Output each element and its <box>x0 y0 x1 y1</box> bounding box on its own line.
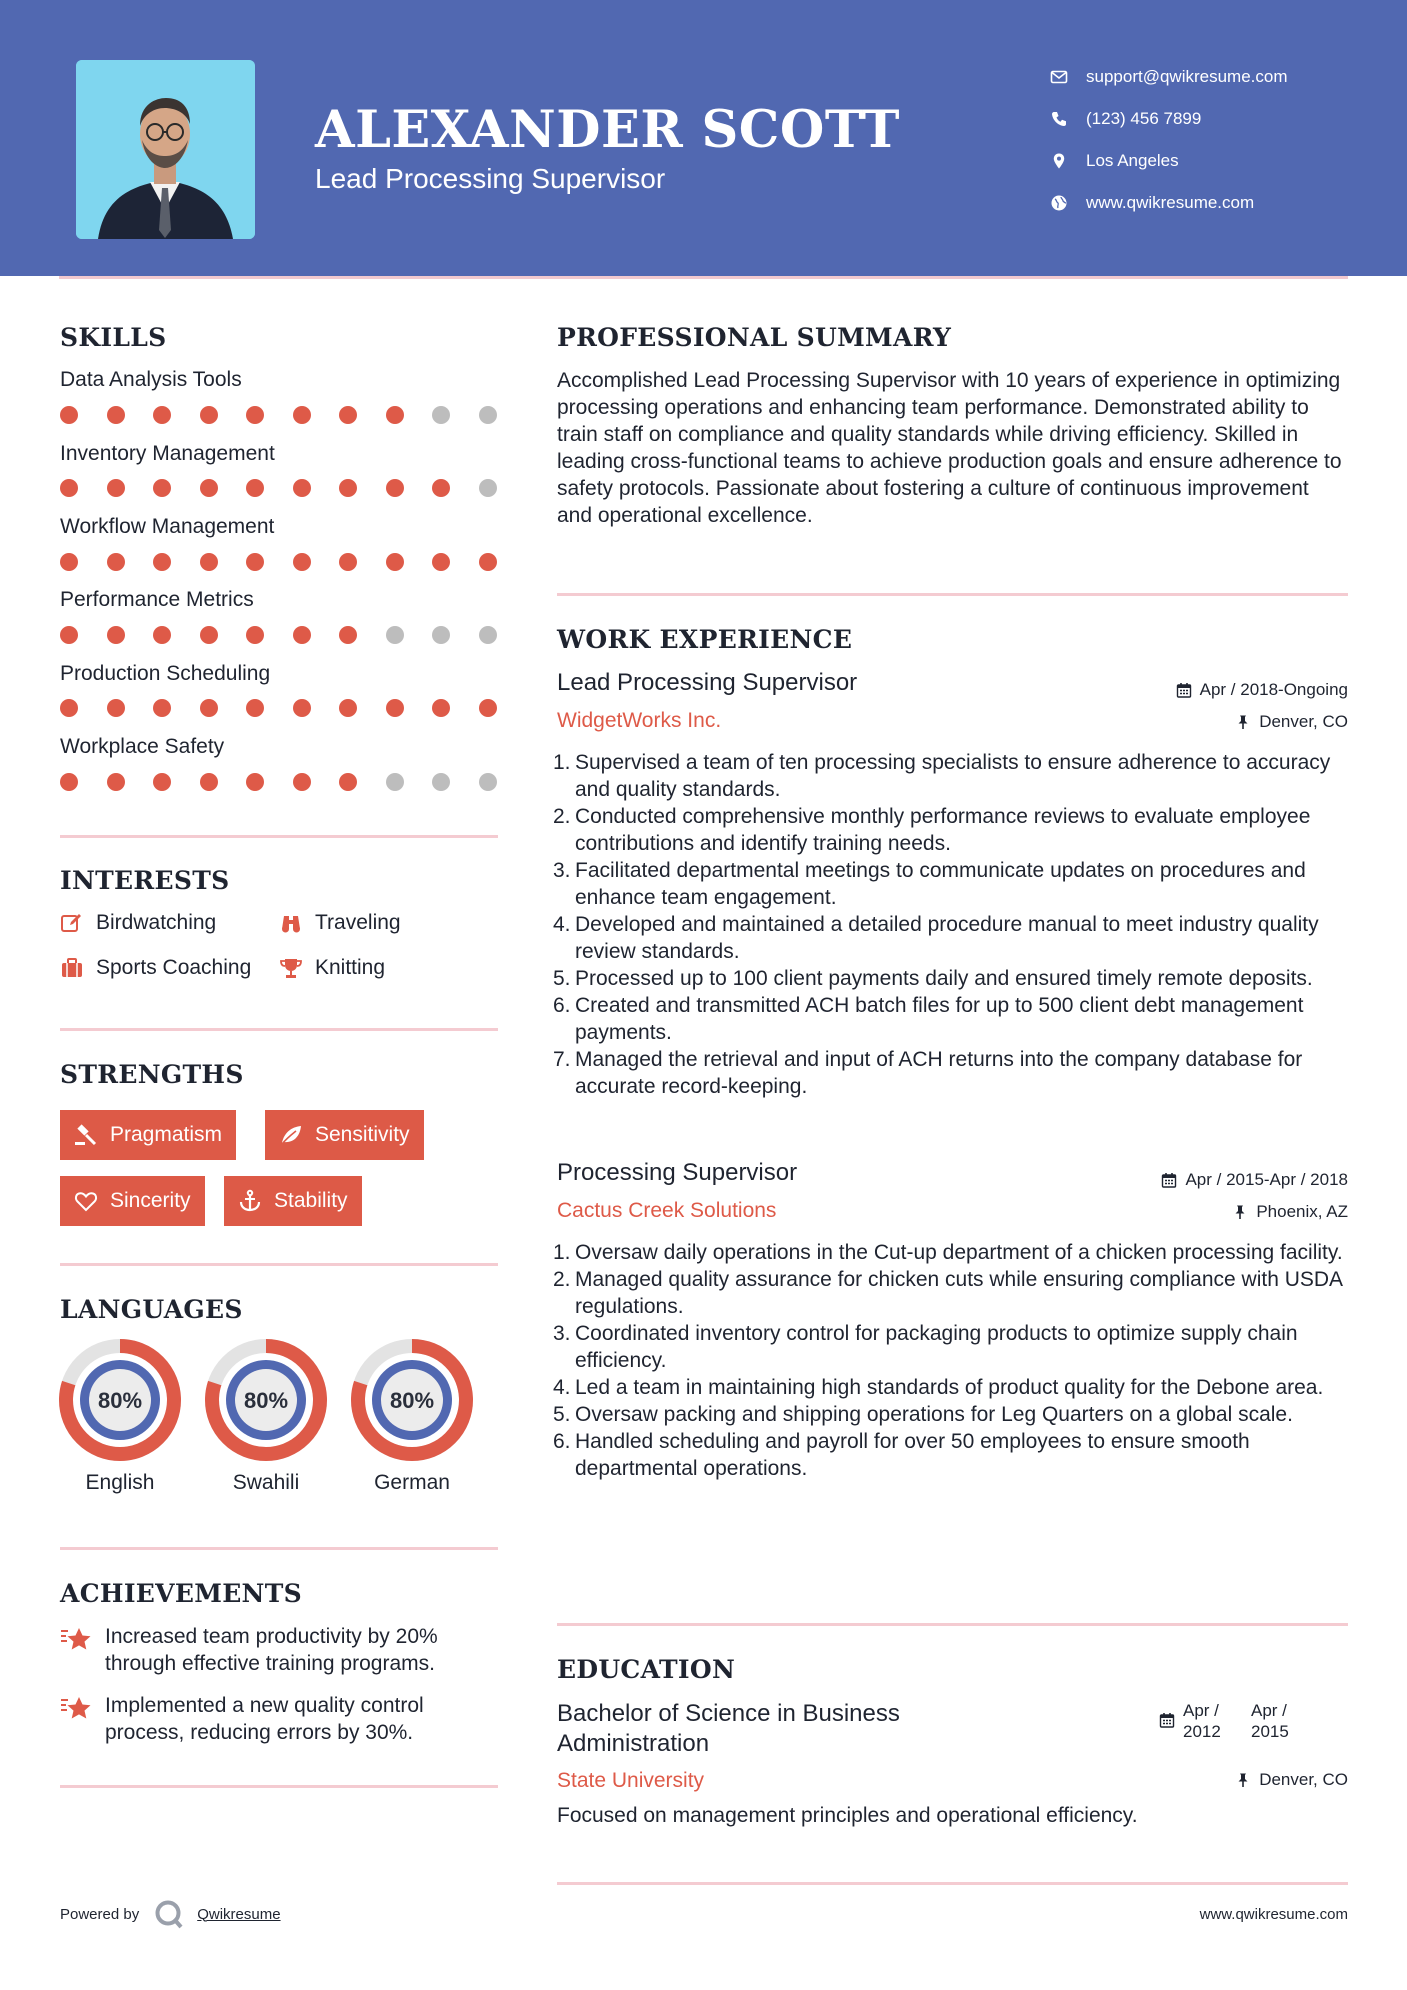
skill-dot-filled <box>386 699 404 717</box>
language-percent: 80% <box>243 1388 289 1413</box>
language-percent: 80% <box>97 1388 143 1413</box>
candidate-name: ALEXANDER SCOTT <box>315 100 900 160</box>
language-percent: 80% <box>389 1388 435 1413</box>
strength-badge <box>60 1176 205 1226</box>
leaf-icon <box>279 1123 303 1147</box>
education-location <box>1235 1770 1348 1790</box>
skill-dot-filled <box>339 479 357 497</box>
skill-dot-empty <box>386 626 404 644</box>
interest-item <box>279 956 385 980</box>
pushpin-icon <box>1235 1772 1251 1788</box>
skill-dot-filled <box>107 406 125 424</box>
skill-dot-filled <box>386 479 404 497</box>
section-divider <box>557 1882 1348 1885</box>
skill-dot-filled <box>293 699 311 717</box>
skill-dot-filled <box>60 479 78 497</box>
duty-item: 4. Led a team in maintaining high standards of product quality for the Debone area. <box>553 1376 1324 1399</box>
duty-item: 3. Facilitated departmental meetings to communicate updates on procedures and enhance team engagement. <box>553 859 1306 909</box>
skill-dot-filled <box>60 553 78 571</box>
contact-phone[interactable] <box>1050 98 1288 140</box>
language-name: Swahili <box>232 1471 300 1494</box>
strength-badge <box>265 1110 424 1160</box>
skill-dot-filled <box>60 406 78 424</box>
skill-rating <box>60 699 498 717</box>
duty-item: 2. Managed quality assurance for chicken cuts while ensuring compliance with USDA regulations. <box>553 1268 1342 1318</box>
skill-rating <box>60 626 498 644</box>
skill-rating <box>60 479 498 497</box>
skill-dot-filled <box>246 406 264 424</box>
degree-title: Bachelor of Science in Business Administration <box>557 1700 900 1757</box>
skill-dot-filled <box>293 626 311 644</box>
language-item <box>351 1339 473 1495</box>
skill-dot-filled <box>200 699 218 717</box>
briefcase-icon <box>60 956 84 980</box>
contact-email-text: support@qwikresume.com <box>1086 67 1288 86</box>
skill-dot-filled <box>153 406 171 424</box>
skill-dot-filled <box>200 553 218 571</box>
skill-dot-filled <box>200 479 218 497</box>
job-title: Processing Supervisor <box>557 1159 798 1186</box>
languages-heading: LANGUAGES <box>60 1295 243 1324</box>
section-divider <box>60 1028 498 1031</box>
qwikresume-logo-icon <box>153 1898 185 1930</box>
skill-dot-filled <box>339 553 357 571</box>
star-badge-icon <box>60 1625 92 1655</box>
skill-dot-filled <box>293 479 311 497</box>
language-name: English <box>85 1471 155 1494</box>
job-location <box>1232 1202 1348 1222</box>
skill-dot-empty <box>479 626 497 644</box>
language-ring <box>59 1339 181 1461</box>
skill-dot-empty <box>479 479 497 497</box>
skill-dot-filled <box>153 773 171 791</box>
contact-phone-text: (123) 456 7899 <box>1086 109 1202 128</box>
company-name: WidgetWorks Inc. <box>557 709 722 732</box>
education-dates <box>1159 1700 1319 1742</box>
skill-dot-filled <box>60 773 78 791</box>
education-start: Apr / 2012 <box>1183 1701 1221 1741</box>
skill-dot-filled <box>479 553 497 571</box>
education-heading: EDUCATION <box>557 1655 736 1684</box>
skill-rating <box>60 773 498 791</box>
contact-location <box>1050 140 1288 182</box>
duty-item: 1. Oversaw daily operations in the Cut-up department of a chicken processing facility. <box>553 1241 1343 1264</box>
contact-list <box>1050 56 1288 224</box>
duty-item: 5. Oversaw packing and shipping operations for Leg Quarters on a global scale. <box>553 1403 1293 1426</box>
strengths-heading: STRENGTHS <box>60 1060 244 1089</box>
skill-dot-filled <box>246 626 264 644</box>
skill-dot-empty <box>432 773 450 791</box>
skill-dot-filled <box>293 553 311 571</box>
skill-dot-filled <box>246 479 264 497</box>
gavel-icon <box>74 1123 98 1147</box>
interest-label: Knitting <box>315 956 386 979</box>
interests-heading: INTERESTS <box>60 866 230 895</box>
language-ring <box>205 1339 327 1461</box>
envelope-icon <box>1050 68 1068 86</box>
skill-name: Workplace Safety <box>60 735 225 758</box>
skill-name: Performance Metrics <box>60 588 254 611</box>
experience-heading: WORK EXPERIENCE <box>557 625 853 654</box>
skill-dot-filled <box>153 553 171 571</box>
pencil-square-icon <box>60 911 84 935</box>
skill-dot-empty <box>386 773 404 791</box>
skill-rating <box>60 406 498 424</box>
skill-dot-filled <box>479 699 497 717</box>
skill-dot-filled <box>153 626 171 644</box>
trophy-icon <box>279 956 303 980</box>
duty-item: 1. Supervised a team of ten processing specialists to ensure adherence to accuracy and quality standards. <box>553 751 1331 801</box>
skill-name: Inventory Management <box>60 442 275 465</box>
skill-dot-filled <box>246 699 264 717</box>
achievement-item <box>60 1692 500 1746</box>
language-item <box>205 1339 327 1495</box>
interest-item <box>60 956 251 980</box>
map-pin-icon <box>1050 152 1068 170</box>
section-divider <box>557 1623 1348 1626</box>
duty-item: 2. Conducted comprehensive monthly performance reviews to evaluate employee contributions and identify training needs. <box>553 805 1311 855</box>
footer-branding <box>60 1898 281 1930</box>
strength-label: Pragmatism <box>110 1123 223 1146</box>
skill-dot-filled <box>386 406 404 424</box>
skill-dot-filled <box>153 479 171 497</box>
skill-dot-filled <box>432 479 450 497</box>
achievement-item <box>60 1623 500 1677</box>
achievement-text: Implemented a new quality control process, reducing errors by 30%. <box>105 1694 424 1744</box>
summary-heading: PROFESSIONAL SUMMARY <box>557 323 952 352</box>
skill-name: Data Analysis Tools <box>60 368 242 391</box>
duty-item: 5. Processed up to 100 client payments daily and ensured timely remote deposits. <box>553 967 1313 990</box>
job-duties <box>553 1239 1353 1482</box>
skill-dot-filled <box>107 626 125 644</box>
skill-name: Production Scheduling <box>60 662 271 685</box>
duty-item: 6. Created and transmitted ACH batch files for up to 500 client debt management payments. <box>553 994 1304 1044</box>
contact-website-text: www.qwikresume.com <box>1086 193 1255 212</box>
binoculars-icon <box>279 911 303 935</box>
skill-rating <box>60 553 498 571</box>
achievements-heading: ACHIEVEMENTS <box>60 1579 302 1608</box>
star-badge-icon <box>60 1694 92 1724</box>
skill-dot-empty <box>479 773 497 791</box>
heart-icon <box>74 1189 98 1213</box>
skills-heading: SKILLS <box>60 323 167 352</box>
skill-dot-filled <box>246 553 264 571</box>
strength-label: Stability <box>274 1189 348 1212</box>
duty-item: 3. Coordinated inventory control for packaging products to optimize supply chain efficiency. <box>553 1322 1298 1372</box>
job-location <box>1235 712 1348 732</box>
job-dates <box>1176 680 1348 700</box>
candidate-title: Lead Processing Supervisor <box>315 163 666 194</box>
section-divider <box>60 1785 498 1788</box>
job-location-text: Denver, CO <box>1259 712 1348 731</box>
skill-dot-filled <box>246 773 264 791</box>
section-divider <box>60 1263 498 1266</box>
skill-dot-filled <box>339 699 357 717</box>
interest-item <box>60 911 216 935</box>
skill-dot-filled <box>107 553 125 571</box>
job-dates-text: Apr / 2018-Ongoing <box>1199 680 1348 699</box>
powered-by-text: Powered by <box>60 1905 140 1923</box>
language-item <box>59 1339 181 1495</box>
language-name: German <box>374 1471 450 1494</box>
phone-icon <box>1050 110 1068 128</box>
skill-dot-filled <box>293 406 311 424</box>
globe-icon <box>1050 194 1068 212</box>
profile-photo <box>76 60 255 239</box>
pushpin-icon <box>1232 1204 1248 1220</box>
footer-website[interactable]: www.qwikresume.com <box>1199 1906 1348 1923</box>
anchor-icon <box>238 1189 262 1213</box>
contact-location-text: Los Angeles <box>1086 151 1179 170</box>
job-dates <box>1161 1170 1348 1190</box>
resume-header <box>0 0 1407 276</box>
education-location-text: Denver, CO <box>1259 1770 1348 1789</box>
interest-label: Birdwatching <box>96 911 217 934</box>
strength-badge <box>60 1110 236 1160</box>
skill-dot-filled <box>339 626 357 644</box>
achievement-text: Increased team productivity by 20% through effective training programs. <box>105 1625 438 1675</box>
skill-dot-filled <box>60 626 78 644</box>
contact-email[interactable] <box>1050 56 1288 98</box>
skill-dot-filled <box>107 479 125 497</box>
contact-website[interactable] <box>1050 182 1288 224</box>
skill-dot-filled <box>107 699 125 717</box>
skill-dot-empty <box>432 406 450 424</box>
skill-dot-filled <box>339 773 357 791</box>
section-divider <box>60 835 498 838</box>
calendar-icon <box>1161 1172 1177 1188</box>
job-duties <box>553 749 1353 1100</box>
duty-item: 7. Managed the retrieval and input of ACH returns into the company database for accurate record-keeping. <box>553 1048 1303 1098</box>
skill-dot-empty <box>479 406 497 424</box>
calendar-icon <box>1159 1712 1175 1728</box>
skill-dot-filled <box>200 406 218 424</box>
strength-label: Sincerity <box>110 1189 191 1212</box>
school-name: State University <box>557 1769 705 1792</box>
duty-item: 6. Handled scheduling and payroll for over 50 employees to ensure smooth departmental operations. <box>553 1430 1250 1480</box>
section-divider <box>557 593 1348 596</box>
interest-label: Traveling <box>315 911 401 934</box>
interest-item <box>279 911 401 935</box>
company-name: Cactus Creek Solutions <box>557 1199 777 1222</box>
section-divider <box>60 1547 498 1550</box>
qwikresume-link[interactable]: Qwikresume <box>197 1905 281 1923</box>
skill-dot-filled <box>339 406 357 424</box>
job-dates-text: Apr / 2015-Apr / 2018 <box>1185 1170 1348 1189</box>
education-description: Focused on management principles and operational efficiency. <box>557 1804 1138 1827</box>
summary-text: Accomplished Lead Processing Supervisor with 10 years of experience in optimizing processing operations and enhancing team performance. Demonstrated ability to train staff on compliance and quality standards while driving efficiency. Skilled in leading cross-functional teams to achieve production goals and ensure adherence to safety protocols. Passionate about fostering a culture of continuous improvement and operational excellence. <box>557 369 1342 527</box>
skill-dot-filled <box>153 699 171 717</box>
calendar-icon <box>1176 682 1192 698</box>
job-location-text: Phoenix, AZ <box>1256 1202 1348 1221</box>
skill-dot-filled <box>293 773 311 791</box>
skill-dot-empty <box>432 626 450 644</box>
duty-item: 4. Developed and maintained a detailed procedure manual to meet industry quality review standards. <box>553 913 1319 963</box>
skill-dot-filled <box>200 626 218 644</box>
strength-badge <box>224 1176 362 1226</box>
strength-label: Sensitivity <box>315 1123 410 1146</box>
header-divider <box>59 276 1348 279</box>
skill-dot-filled <box>432 699 450 717</box>
language-ring <box>351 1339 473 1461</box>
pushpin-icon <box>1235 714 1251 730</box>
skill-dot-filled <box>200 773 218 791</box>
skill-dot-filled <box>386 553 404 571</box>
interest-label: Sports Coaching <box>96 956 252 979</box>
skill-dot-filled <box>107 773 125 791</box>
skill-name: Workflow Management <box>60 515 275 538</box>
skill-dot-filled <box>60 699 78 717</box>
job-title: Lead Processing Supervisor <box>557 669 858 696</box>
education-end: Apr / 2015 <box>1251 1701 1289 1741</box>
skill-dot-filled <box>432 553 450 571</box>
